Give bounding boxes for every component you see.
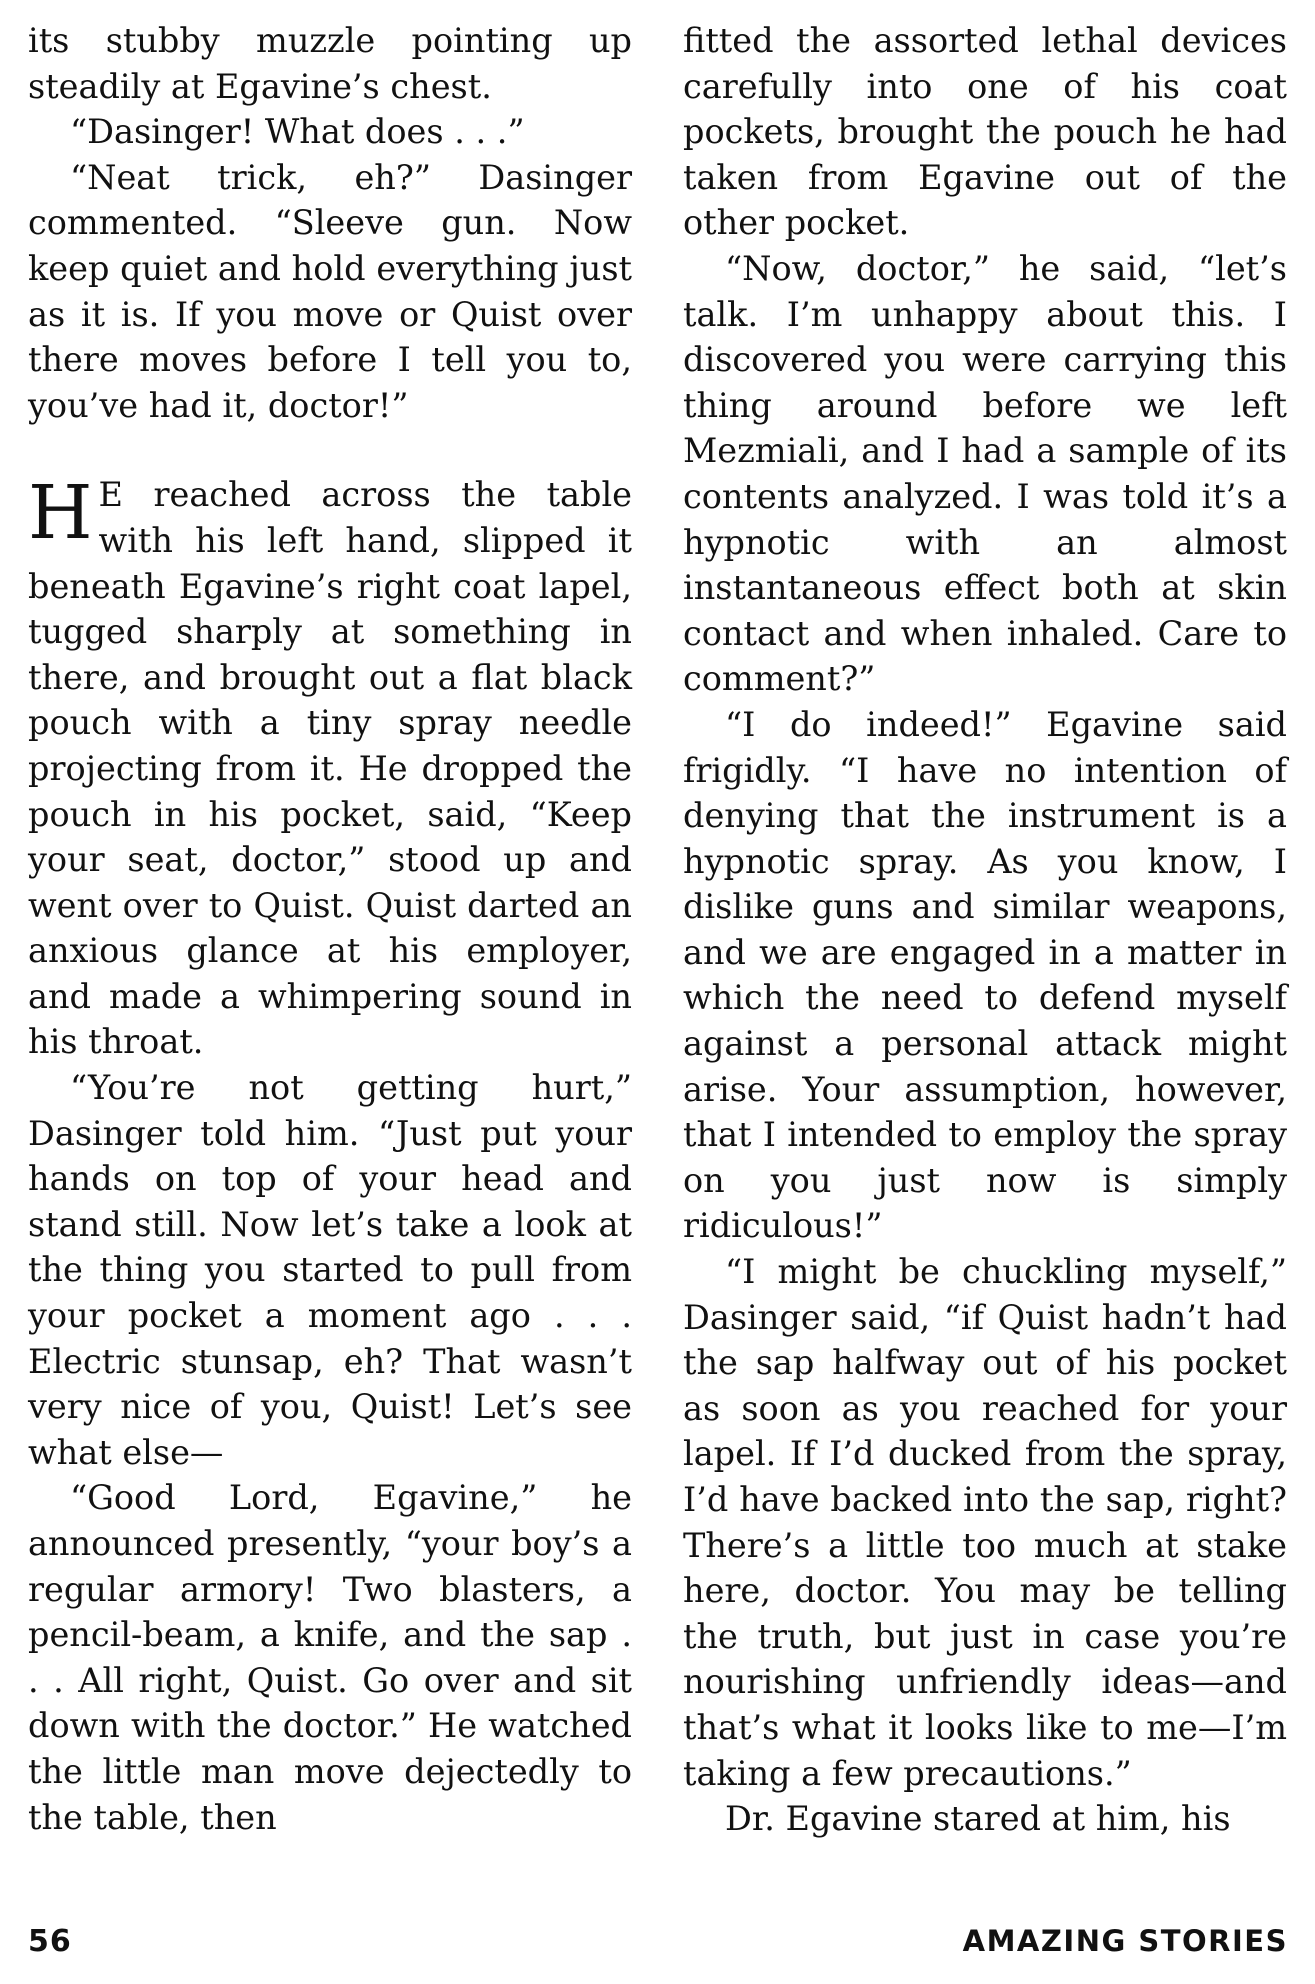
drop-cap: H — [28, 470, 93, 557]
paragraph: “Now, doctor,” he said, “let’s talk. I’m unhappy about this. I discovered you were carrying this thing around before we left Mezmiali, and I had a sample of its contents analyzed. I was told it’s a hypnotic with an almost instantaneous effect both at skin contact and when inhaled. Care to comment?” — [683, 248, 1287, 699]
page-number: 56 — [28, 1924, 72, 1959]
paragraph: Dr. Egavine stared at him, his — [725, 1799, 1231, 1839]
magazine-name: AMAZING STORIES — [962, 1924, 1288, 1958]
page-footer — [28, 1924, 1288, 1964]
paragraph: “Dasinger! What does . . .” — [70, 112, 525, 152]
paragraph: its stubby muzzle pointing up steadily at Egavine’s chest. — [28, 21, 632, 106]
paragraph: “You’re not getting hurt,” Dasinger told him. “Just put your hands on top of your head and stand still. Now let’s take a look at the thing you started to pull from your pocket a moment ago . . . Electric stunsap, eh? That wasn’t very nice of you, Quist! Let’s see what else— — [28, 1068, 632, 1472]
left-column — [28, 18, 632, 1840]
paragraph: “Good Lord, Egavine,” he announced presently, “your boy’s a regular armory! Two blasters, a pencil-beam, a knife, and the sap . . . All right, Quist. Go over and sit down with the doctor.” He watched the little man move dejectedly to the table, then — [28, 1478, 632, 1837]
paragraph-text: E reached across the table with his left hand, slipped it beneath Egavine’s right coat lapel, tugged sharply at something in there, and brought out a flat black pouch with a tiny spray needle projecting from it. He dropped the pouch in his pocket, said, “Keep your seat, doctor,” stood up and went over to Quist. Quist darted an anxious glance at his employer, and made a whimpering sound in his throat. — [28, 475, 632, 1062]
paragraph: “Neat trick, eh?” Dasinger commented. “Sleeve gun. Now keep quiet and hold everything just as it is. If you move or Quist over there moves before I tell you to, you’ve had it, doctor!” — [28, 157, 632, 425]
section-start-paragraph — [28, 472, 632, 1065]
paragraph: “I do indeed!” Egavine said frigidly. “I have no intention of denying that the instrument is a hypnotic spray. As you know, I dislike guns and similar weapons, and we are engaged in a matter in which the need to defend myself against a personal attack might arise. Your assumption, however, that I intended to employ the spray on you just now is simply ridiculous!” — [683, 704, 1287, 1246]
paragraph: “I might be chuckling myself,” Dasinger said, “if Quist hadn’t had the sap halfway out of his pocket as soon as you reached for your lapel. If I’d ducked from the spray, I’d have backed into the sap, right? There’s a little too much at stake here, doctor. You may be telling the truth, but just in case you’re nourishing unfriendly ideas—and that’s what it looks like to me—I’m taking a few precautions.” — [683, 1252, 1287, 1793]
paragraph: fitted the assorted lethal devices carefully into one of his coat pockets, brought the pouch he had taken from Egavine out of the other pocket. — [683, 21, 1287, 243]
right-column — [683, 18, 1287, 1842]
